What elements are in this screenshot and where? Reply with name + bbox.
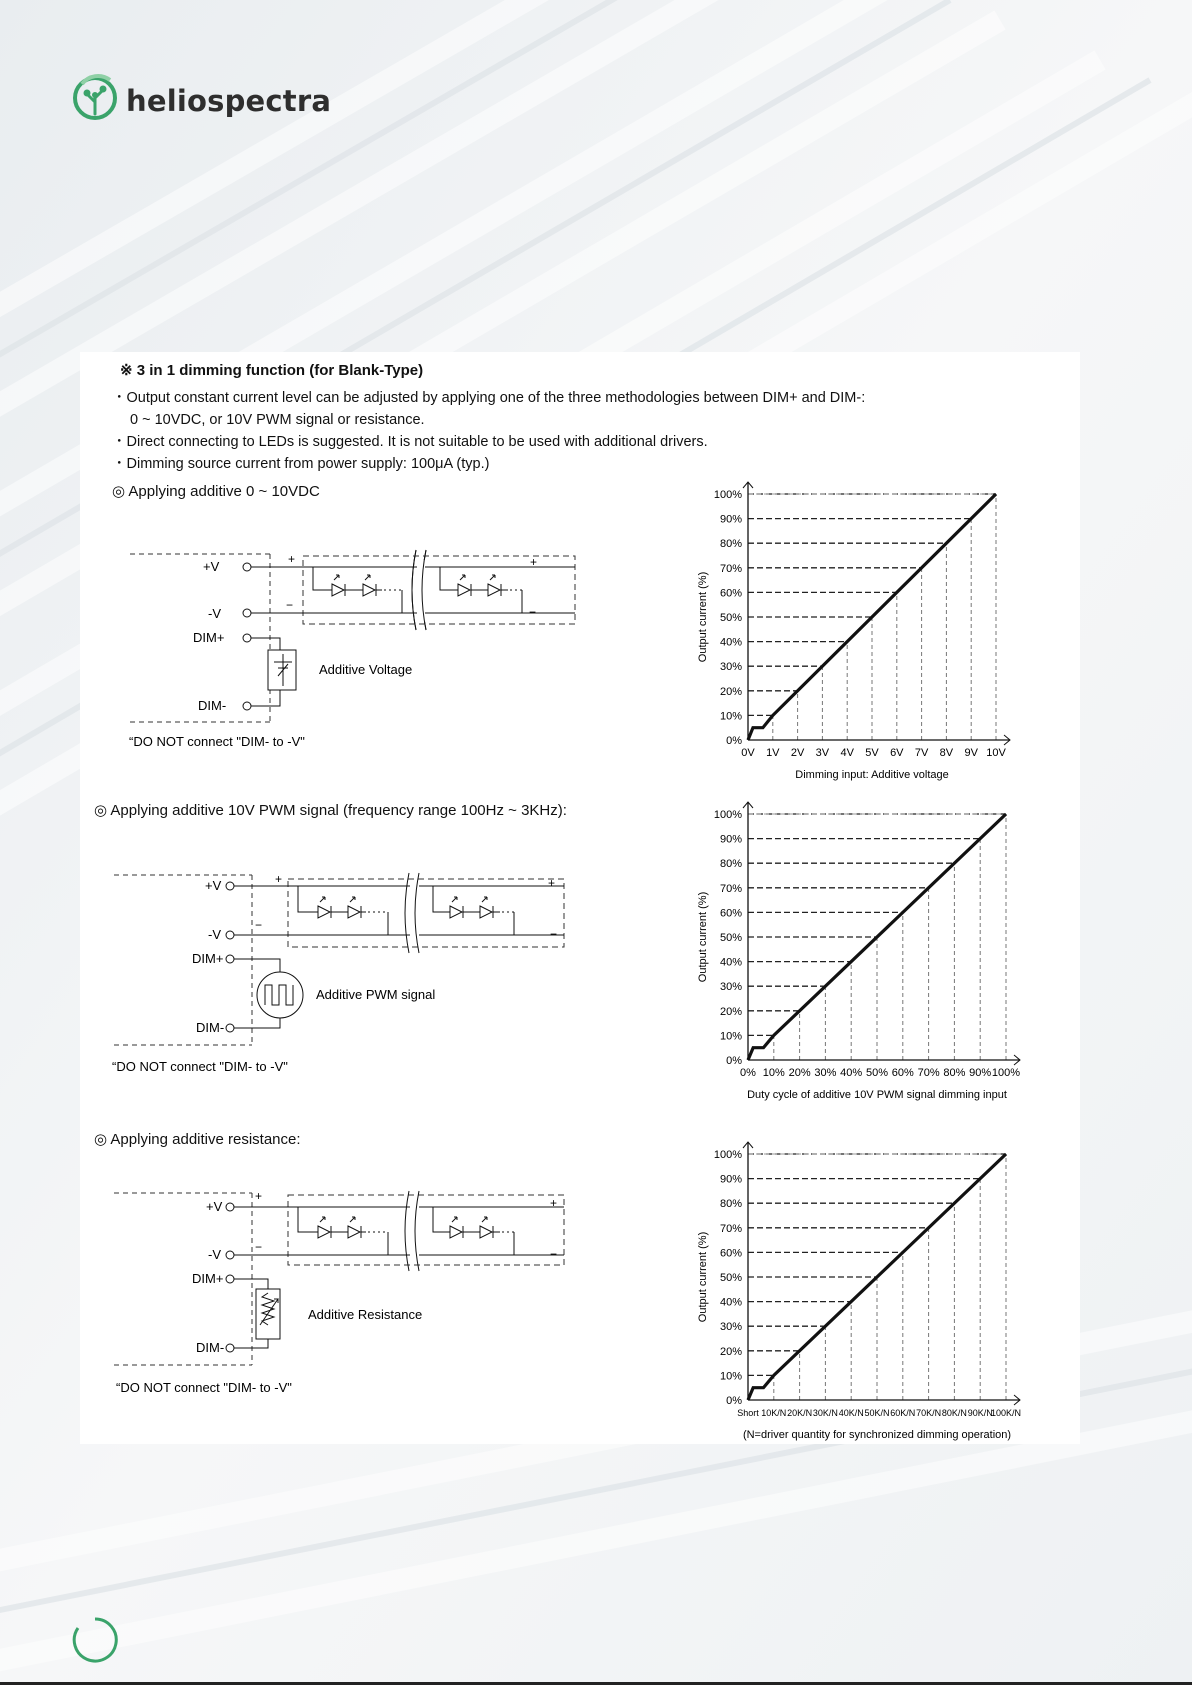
section-pwm-title: ◎ Applying additive 10V PWM signal (frequency range 100Hz ~ 3KHz): — [94, 802, 567, 819]
y-tick-label: 90% — [719, 833, 742, 846]
y-tick-label: 60% — [719, 907, 742, 920]
x-tick-label: 2V — [790, 747, 805, 759]
x-tick-label: 9V — [964, 747, 978, 759]
x-tick-label: 20K/N — [787, 1408, 813, 1418]
x-tick-label: 5V — [865, 747, 879, 759]
x-tick-label: 50K/N — [864, 1408, 890, 1418]
x-tick-label: 4V — [840, 747, 854, 759]
x-tick-label: 10K/N — [761, 1408, 787, 1418]
warning-text: “DO NOT connect "DIM- to -V" — [129, 734, 305, 749]
x-axis-label: Dimming input: Additive voltage — [795, 769, 949, 781]
y-tick-label: 60% — [719, 1247, 742, 1260]
x-tick-label: 60K/N — [890, 1408, 916, 1418]
x-tick-label: 100K/N — [990, 1408, 1022, 1418]
x-tick-label: 7V — [914, 747, 929, 759]
terminal-dim-plus: DIM+ — [193, 630, 225, 645]
x-tick-label: 50% — [865, 1067, 889, 1079]
y-tick-label: 40% — [719, 956, 742, 969]
section-voltage-title: ◎ Applying additive 0 ~ 10VDC — [112, 483, 320, 500]
y-tick-label: 80% — [719, 1198, 742, 1211]
sign-plus-left: + — [288, 552, 296, 566]
x-tick-label: 10V — [986, 747, 1006, 759]
y-tick-label: 20% — [719, 1345, 742, 1358]
warning-text: “DO NOT connect "DIM- to -V" — [112, 1059, 288, 1074]
y-tick-label: 10% — [719, 1030, 742, 1043]
terminal-dim-minus: DIM- — [196, 1340, 225, 1355]
sign-minus-left: − — [255, 918, 263, 932]
x-tick-label: 30K/N — [812, 1408, 838, 1418]
circuit-resistance — [110, 1185, 580, 1395]
circuit-pwm — [110, 865, 580, 1075]
x-tick-label: 10% — [762, 1067, 785, 1079]
x-tick-label: 40K/N — [838, 1408, 864, 1418]
y-tick-label: 90% — [719, 1173, 742, 1186]
y-tick-label: 50% — [719, 1272, 742, 1284]
terminal-dim-plus: DIM+ — [192, 951, 224, 966]
terminal-dim-minus: DIM- — [198, 698, 227, 713]
y-tick-label: 50% — [719, 612, 742, 624]
bullet-1-cont: 0 ~ 10VDC, or 10V PWM signal or resistance. — [130, 412, 425, 428]
sign-plus-right: + — [550, 1196, 558, 1210]
y-tick-label: 0% — [726, 735, 742, 747]
x-tick-label: 20% — [788, 1067, 811, 1079]
y-tick-label: 40% — [719, 1296, 742, 1309]
y-tick-label: 30% — [719, 1321, 742, 1334]
x-tick-label: 100% — [991, 1067, 1021, 1079]
sign-minus-right: − — [529, 605, 537, 619]
x-tick-label: 40% — [840, 1067, 863, 1079]
x-tick-label: 60% — [891, 1067, 914, 1079]
x-axis-label: (N=driver quantity for synchronized dimming operation) — [742, 1429, 1012, 1441]
y-tick-label: 60% — [719, 587, 742, 600]
section-heading: ※ 3 in 1 dimming function (for Blank-Type) — [120, 362, 424, 379]
terminal-minus-v: -V — [208, 1247, 221, 1262]
y-tick-label: 50% — [719, 932, 742, 944]
y-tick-label: 70% — [719, 1222, 742, 1235]
sign-plus-right: + — [548, 876, 556, 890]
x-tick-label: 0V — [741, 747, 755, 759]
y-tick-label: 40% — [719, 636, 742, 649]
y-tick-label: 10% — [719, 710, 742, 723]
terminal-minus-v: -V — [208, 927, 221, 942]
warning-text: “DO NOT connect "DIM- to -V" — [116, 1380, 292, 1395]
chart-voltage — [690, 478, 1030, 788]
chart-resistance — [690, 1138, 1040, 1450]
x-tick-label: Short — [737, 1408, 759, 1418]
y-tick-label: 100% — [713, 489, 742, 501]
y-axis-label: Output current (%) — [697, 1231, 709, 1323]
terminal-plus-v: +V — [203, 559, 220, 574]
terminal-plus-v: +V — [206, 1199, 223, 1214]
y-tick-label: 70% — [719, 562, 742, 575]
terminal-minus-v: -V — [208, 606, 221, 621]
bullet-3: ・Dimming source current from power supply: 100μA (typ.) — [112, 456, 490, 472]
source-label: Additive Voltage — [319, 662, 413, 677]
section-resistance-title: ◎ Applying additive resistance: — [94, 1131, 301, 1148]
x-axis-label: Duty cycle of additive 10V PWM signal dimming input — [747, 1089, 1007, 1101]
sign-plus-left: + — [275, 872, 283, 886]
y-tick-label: 10% — [719, 1370, 742, 1383]
y-tick-label: 0% — [726, 1395, 742, 1407]
sign-minus-right: − — [550, 927, 558, 941]
y-tick-label: 100% — [713, 809, 742, 821]
chart-pwm — [690, 798, 1040, 1110]
x-tick-label: 70K/N — [916, 1408, 942, 1418]
sign-plus-right: + — [530, 555, 538, 569]
y-tick-label: 30% — [719, 661, 742, 674]
terminal-dim-minus: DIM- — [196, 1020, 225, 1035]
terminal-dim-plus: DIM+ — [192, 1271, 224, 1286]
y-tick-label: 0% — [726, 1055, 742, 1067]
bullet-2: ・Direct connecting to LEDs is suggested. It is not suitable to be used with additional drivers. — [112, 434, 708, 450]
y-axis-label: Output current (%) — [697, 571, 709, 663]
x-tick-label: 0% — [740, 1067, 756, 1079]
y-tick-label: 100% — [713, 1149, 742, 1161]
sign-plus-left: + — [255, 1189, 263, 1203]
y-tick-label: 90% — [719, 513, 742, 526]
y-tick-label: 20% — [719, 1005, 742, 1018]
source-label: Additive PWM signal — [316, 987, 436, 1002]
sign-minus-right: − — [550, 1247, 558, 1261]
x-tick-label: 80K/N — [941, 1408, 967, 1418]
x-tick-label: 80% — [943, 1067, 966, 1079]
y-tick-label: 30% — [719, 981, 742, 994]
x-tick-label: 90% — [969, 1067, 992, 1079]
y-tick-label: 20% — [719, 685, 742, 698]
y-axis-label: Output current (%) — [697, 891, 709, 983]
terminal-plus-v: +V — [205, 878, 222, 893]
y-tick-label: 80% — [719, 538, 742, 551]
sign-minus-left: − — [255, 1240, 263, 1254]
y-tick-label: 70% — [719, 882, 742, 895]
x-tick-label: 8V — [939, 747, 954, 759]
x-tick-label: 70% — [917, 1067, 940, 1079]
footer-ring-icon — [70, 1615, 120, 1665]
x-tick-label: 30% — [814, 1067, 837, 1079]
x-tick-label: 90K/N — [967, 1408, 993, 1418]
y-tick-label: 80% — [719, 858, 742, 871]
bullet-1: ・Output constant current level can be adjusted by applying one of the three methodologies between DIM+ and DIM-: — [112, 390, 866, 406]
brand-name: heliospectra — [126, 84, 332, 118]
x-tick-label: 6V — [890, 747, 904, 759]
sign-minus-left: − — [286, 598, 294, 612]
source-label: Additive Resistance — [308, 1307, 423, 1322]
x-tick-label: 3V — [815, 747, 830, 759]
circuit-voltage — [120, 540, 590, 750]
x-tick-label: 1V — [766, 747, 780, 759]
